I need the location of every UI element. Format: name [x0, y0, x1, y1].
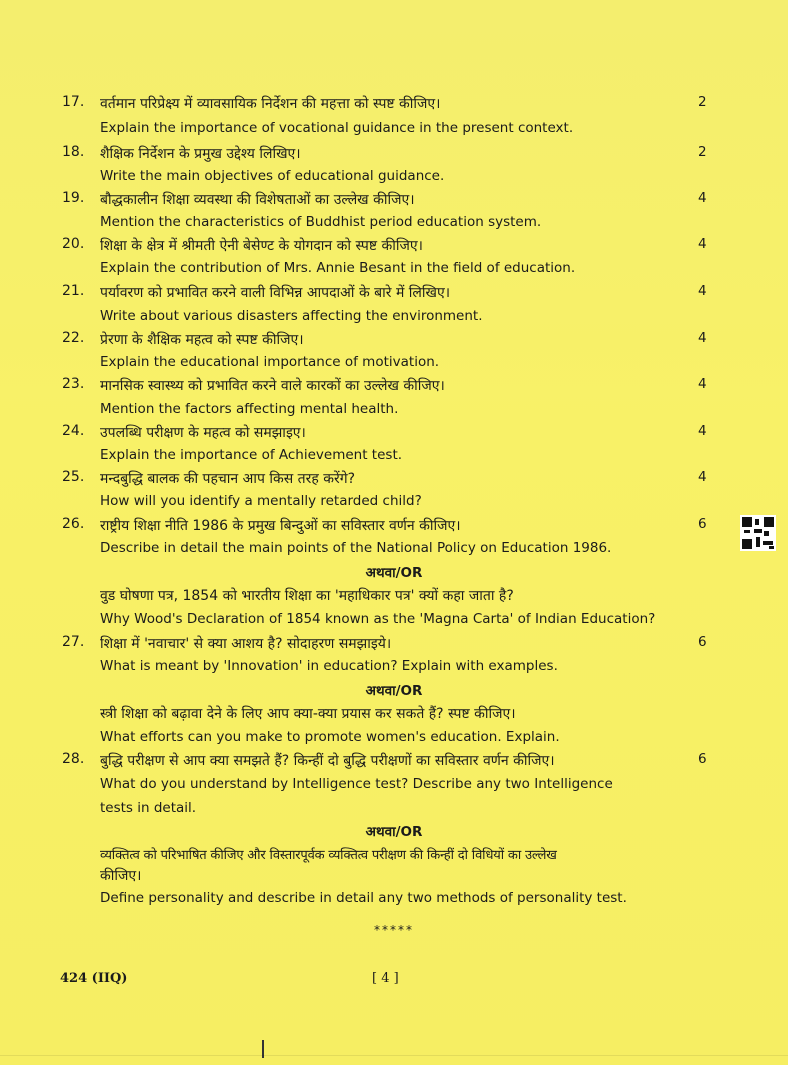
question-marks: 4: [698, 190, 707, 206]
question-marks: 6: [698, 516, 707, 532]
question-text-english: Describe in detail the main points of the National Policy on Education 1986.: [100, 540, 612, 556]
question-marks: 6: [698, 751, 707, 767]
q27-alt-text-english: What efforts can you make to promote women's education. Explain.: [100, 729, 560, 745]
q26-alt-text-hindi: वुड घोषणा पत्र, 1854 को भारतीय शिक्षा का 'महाधिकार पत्र' क्यों कहा जाता है?: [100, 588, 514, 604]
or-divider: अथवा/OR: [365, 824, 423, 840]
page-edge-shadow: [0, 1055, 788, 1056]
question-text-hindi: शैक्षिक निर्देशन के प्रमुख उद्देश्य लिखिए।: [100, 146, 301, 162]
question-number: 18.: [62, 144, 85, 160]
question-text-hindi: उपलब्धि परीक्षण के महत्व को समझाइए।: [100, 425, 306, 441]
question-text-english: How will you identify a mentally retarded child?: [100, 493, 422, 509]
question-number: 27.: [62, 634, 85, 650]
question-text-hindi: मन्दबुद्धि बालक की पहचान आप किस तरह करेंगे?: [100, 471, 356, 487]
q28-alt-text-english: Define personality and describe in detail any two methods of personality test.: [100, 890, 627, 906]
question-text-hindi: बुद्धि परीक्षण से आप क्या समझते हैं? किन्हीं दो बुद्धि परीक्षणों का सविस्तार वर्णन कीजिए।: [100, 753, 555, 769]
question-text-english: Write about various disasters affecting the environment.: [100, 308, 483, 324]
question-text-english: Explain the contribution of Mrs. Annie Besant in the field of education.: [100, 260, 576, 276]
question-text-english: Mention the factors affecting mental health.: [100, 401, 399, 417]
q27-alt-text-hindi: स्त्री शिक्षा को बढ़ावा देने के लिए आप क्या-क्या प्रयास कर सकते हैं? स्पष्ट कीजिए।: [100, 706, 516, 722]
page-number: [ 4 ]: [372, 971, 399, 986]
or-divider: अथवा/OR: [365, 683, 423, 699]
question-text-english: What is meant by 'Innovation' in education? Explain with examples.: [100, 658, 558, 674]
question-marks: 4: [698, 236, 707, 252]
question-number: 28.: [62, 751, 85, 767]
question-marks: 4: [698, 376, 707, 392]
question-text-hindi: राष्ट्रीय शिक्षा नीति 1986 के प्रमुख बिन्दुओं का सविस्तार वर्णन कीजिए।: [100, 518, 461, 534]
question-number: 23.: [62, 376, 85, 392]
question-text-hindi: शिक्षा में 'नवाचार' से क्या आशय है? सोदाहरण समझाइये।: [100, 636, 392, 652]
or-divider: अथवा/OR: [365, 565, 423, 581]
question-marks: 4: [698, 423, 707, 439]
question-marks: 4: [698, 283, 707, 299]
question-number: 25.: [62, 469, 85, 485]
question-marks: 6: [698, 634, 707, 650]
question-number: 19.: [62, 190, 85, 206]
question-marks: 2: [698, 144, 707, 160]
q26-alt-text-english: Why Wood's Declaration of 1854 known as the 'Magna Carta' of Indian Education?: [100, 611, 656, 627]
question-text-english: Mention the characteristics of Buddhist period education system.: [100, 214, 542, 230]
question-text-english-line-1: What do you understand by Intelligence test? Describe any two Intelligence: [100, 776, 613, 792]
end-of-paper-mark: *****: [374, 923, 414, 937]
question-number: 24.: [62, 423, 85, 439]
question-number: 26.: [62, 516, 85, 532]
question-text-hindi: बौद्धकालीन शिक्षा व्यवस्था की विशेषताओं का उल्लेख कीजिए।: [100, 192, 415, 208]
question-marks: 4: [698, 469, 707, 485]
paper-code: 424 (IIQ): [60, 971, 128, 986]
q28-alt-text-hindi-line-2: कीजिए।: [100, 868, 142, 884]
question-text-english: Explain the educational importance of motivation.: [100, 354, 440, 370]
question-text-english-line-2: tests in detail.: [100, 800, 197, 816]
question-number: 17.: [62, 94, 85, 110]
question-marks: 4: [698, 330, 707, 346]
question-number: 22.: [62, 330, 85, 346]
question-number: 20.: [62, 236, 85, 252]
question-text-hindi: पर्यावरण को प्रभावित करने वाली विभिन्न आपदाओं के बारे में लिखिए।: [100, 285, 451, 301]
question-text-english: Explain the importance of vocational guidance in the present context.: [100, 120, 574, 136]
question-text-hindi: प्रेरणा के शैक्षिक महत्व को स्पष्ट कीजिए।: [100, 332, 304, 348]
qr-code-image: [740, 515, 776, 551]
question-marks: 2: [698, 94, 707, 110]
question-text-hindi: मानसिक स्वास्थ्य को प्रभावित करने वाले कारकों का उल्लेख कीजिए।: [100, 378, 445, 394]
question-text-english: Explain the importance of Achievement test.: [100, 447, 403, 463]
question-text-hindi: वर्तमान परिप्रेक्ष्य में व्यावसायिक निर्देशन की महत्ता को स्पष्ट कीजिए।: [100, 96, 441, 112]
question-number: 21.: [62, 283, 85, 299]
question-text-hindi: शिक्षा के क्षेत्र में श्रीमती ऐनी बेसेण्ट के योगदान को स्पष्ट कीजिए।: [100, 238, 423, 254]
question-text-english: Write the main objectives of educational guidance.: [100, 168, 445, 184]
q28-alt-text-hindi-line-1: व्यक्तित्व को परिभाषित कीजिए और विस्तारपूर्वक व्यक्तित्व परीक्षण की किन्हीं दो विधियों का उल्लेख: [100, 848, 557, 863]
